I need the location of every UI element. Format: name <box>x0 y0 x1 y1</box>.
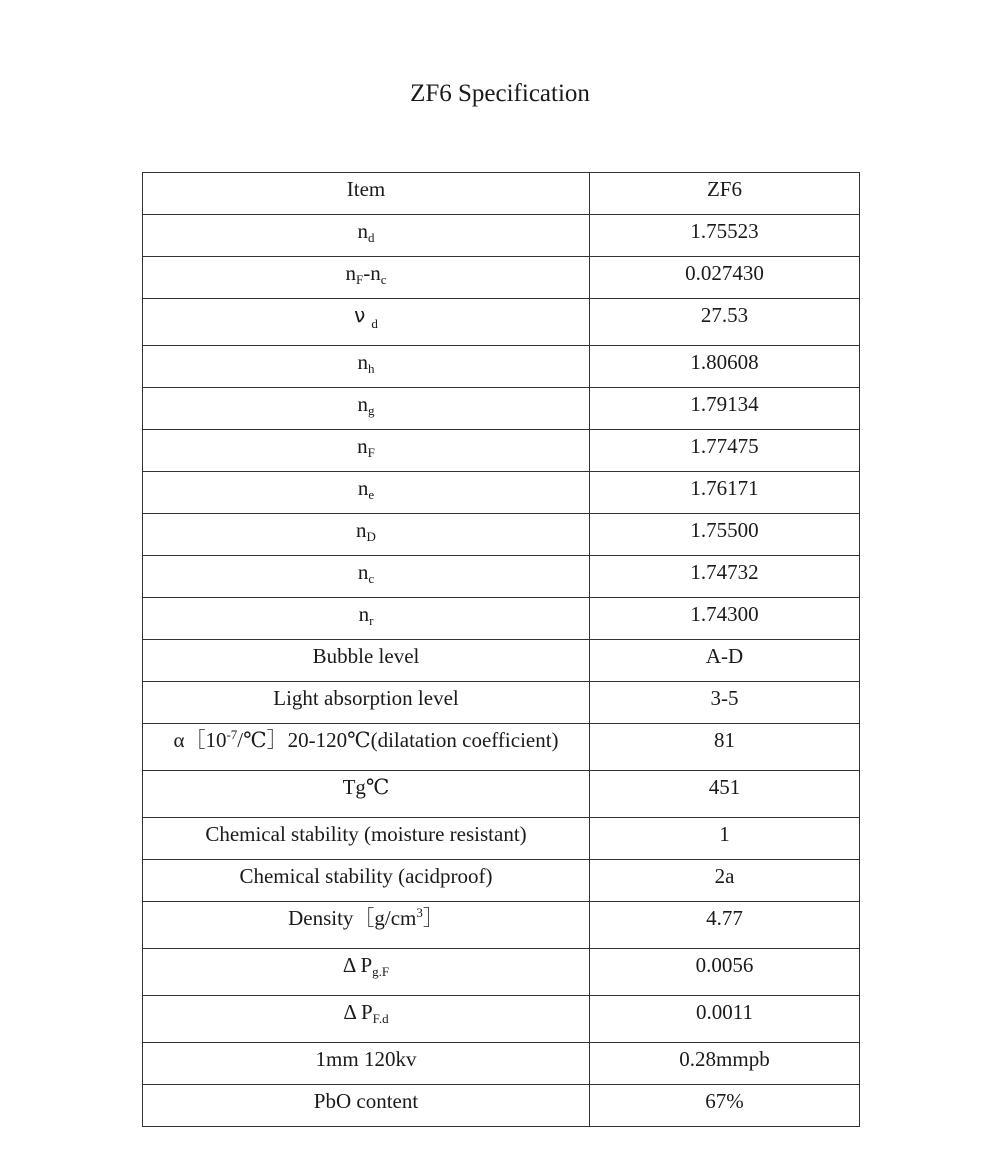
table-header-row <box>143 173 860 215</box>
value-cell: A-D <box>590 640 860 682</box>
value-cell: 1.74732 <box>590 556 860 598</box>
value-cell: 67% <box>590 1085 860 1127</box>
item-cell: $n_g$ <box>143 388 590 430</box>
table-row <box>143 771 860 818</box>
item-cell: Tg℃ <box>143 771 590 818</box>
item-cell: $n_d$ <box>143 215 590 257</box>
value-cell: 0.0011 <box>590 996 860 1043</box>
table-row <box>143 556 860 598</box>
item-cell: Chemical stability (moisture resistant) <box>143 818 590 860</box>
item-cell: Δ $P_{F.d}$ <box>143 996 590 1043</box>
table-row <box>143 430 860 472</box>
value-cell: 1.76171 <box>590 472 860 514</box>
item-cell: Chemical stability (acidproof) <box>143 860 590 902</box>
item-cell: $n_r$ <box>143 598 590 640</box>
item-cell: $n_F-n_c$ <box>143 257 590 299</box>
value-cell: 1.74300 <box>590 598 860 640</box>
item-cell: 1mm 120kv <box>143 1043 590 1085</box>
value-cell: 27.53 <box>590 299 860 346</box>
item-cell: $\alpha[10^{-7}/℃]20-120℃(dilatation$ coefficient) <box>143 724 590 771</box>
value-cell: 1 <box>590 818 860 860</box>
table-row <box>143 996 860 1043</box>
value-cell: 3-5 <box>590 682 860 724</box>
table-row <box>143 949 860 996</box>
table-row <box>143 640 860 682</box>
value-cell: 1.80608 <box>590 346 860 388</box>
page-title: ZF6 Specification <box>410 80 590 107</box>
table-row <box>143 1085 860 1127</box>
item-cell: PbO content <box>143 1085 590 1127</box>
item-cell: $n_c$ <box>143 556 590 598</box>
spec-table <box>142 172 860 1127</box>
table-row <box>143 902 860 949</box>
item-cell: $n_D$ <box>143 514 590 556</box>
value-cell: 1.75523 <box>590 215 860 257</box>
table-row <box>143 860 860 902</box>
item-cell: $n_e$ <box>143 472 590 514</box>
value-cell: 0.28mmpb <box>590 1043 860 1085</box>
value-cell: 81 <box>590 724 860 771</box>
value-cell: 0.027430 <box>590 257 860 299</box>
table-row <box>143 346 860 388</box>
item-cell: $n_h$ <box>143 346 590 388</box>
item-cell: $Density[g/cm^3]$ <box>143 902 590 949</box>
table-row <box>143 818 860 860</box>
item-cell: Bubble level <box>143 640 590 682</box>
value-cell: 0.0056 <box>590 949 860 996</box>
value-cell: 1.79134 <box>590 388 860 430</box>
table-row <box>143 724 860 771</box>
value-cell: 1.77475 <box>590 430 860 472</box>
item-cell: ν $_d$ <box>143 299 590 346</box>
table-row <box>143 472 860 514</box>
header-item: Item <box>143 173 590 215</box>
value-cell: 4.77 <box>590 902 860 949</box>
header-zf6: ZF6 <box>590 173 860 215</box>
table-row <box>143 299 860 346</box>
table-row <box>143 514 860 556</box>
item-cell: $n_F$ <box>143 430 590 472</box>
table-row <box>143 215 860 257</box>
table-row <box>143 257 860 299</box>
table-row <box>143 598 860 640</box>
table-row <box>143 682 860 724</box>
value-cell: 1.75500 <box>590 514 860 556</box>
table-row <box>143 1043 860 1085</box>
table-row <box>143 388 860 430</box>
value-cell: 2a <box>590 860 860 902</box>
value-cell: 451 <box>590 771 860 818</box>
item-cell: Δ $P_{g.F}$ <box>143 949 590 996</box>
item-cell: Light absorption level <box>143 682 590 724</box>
